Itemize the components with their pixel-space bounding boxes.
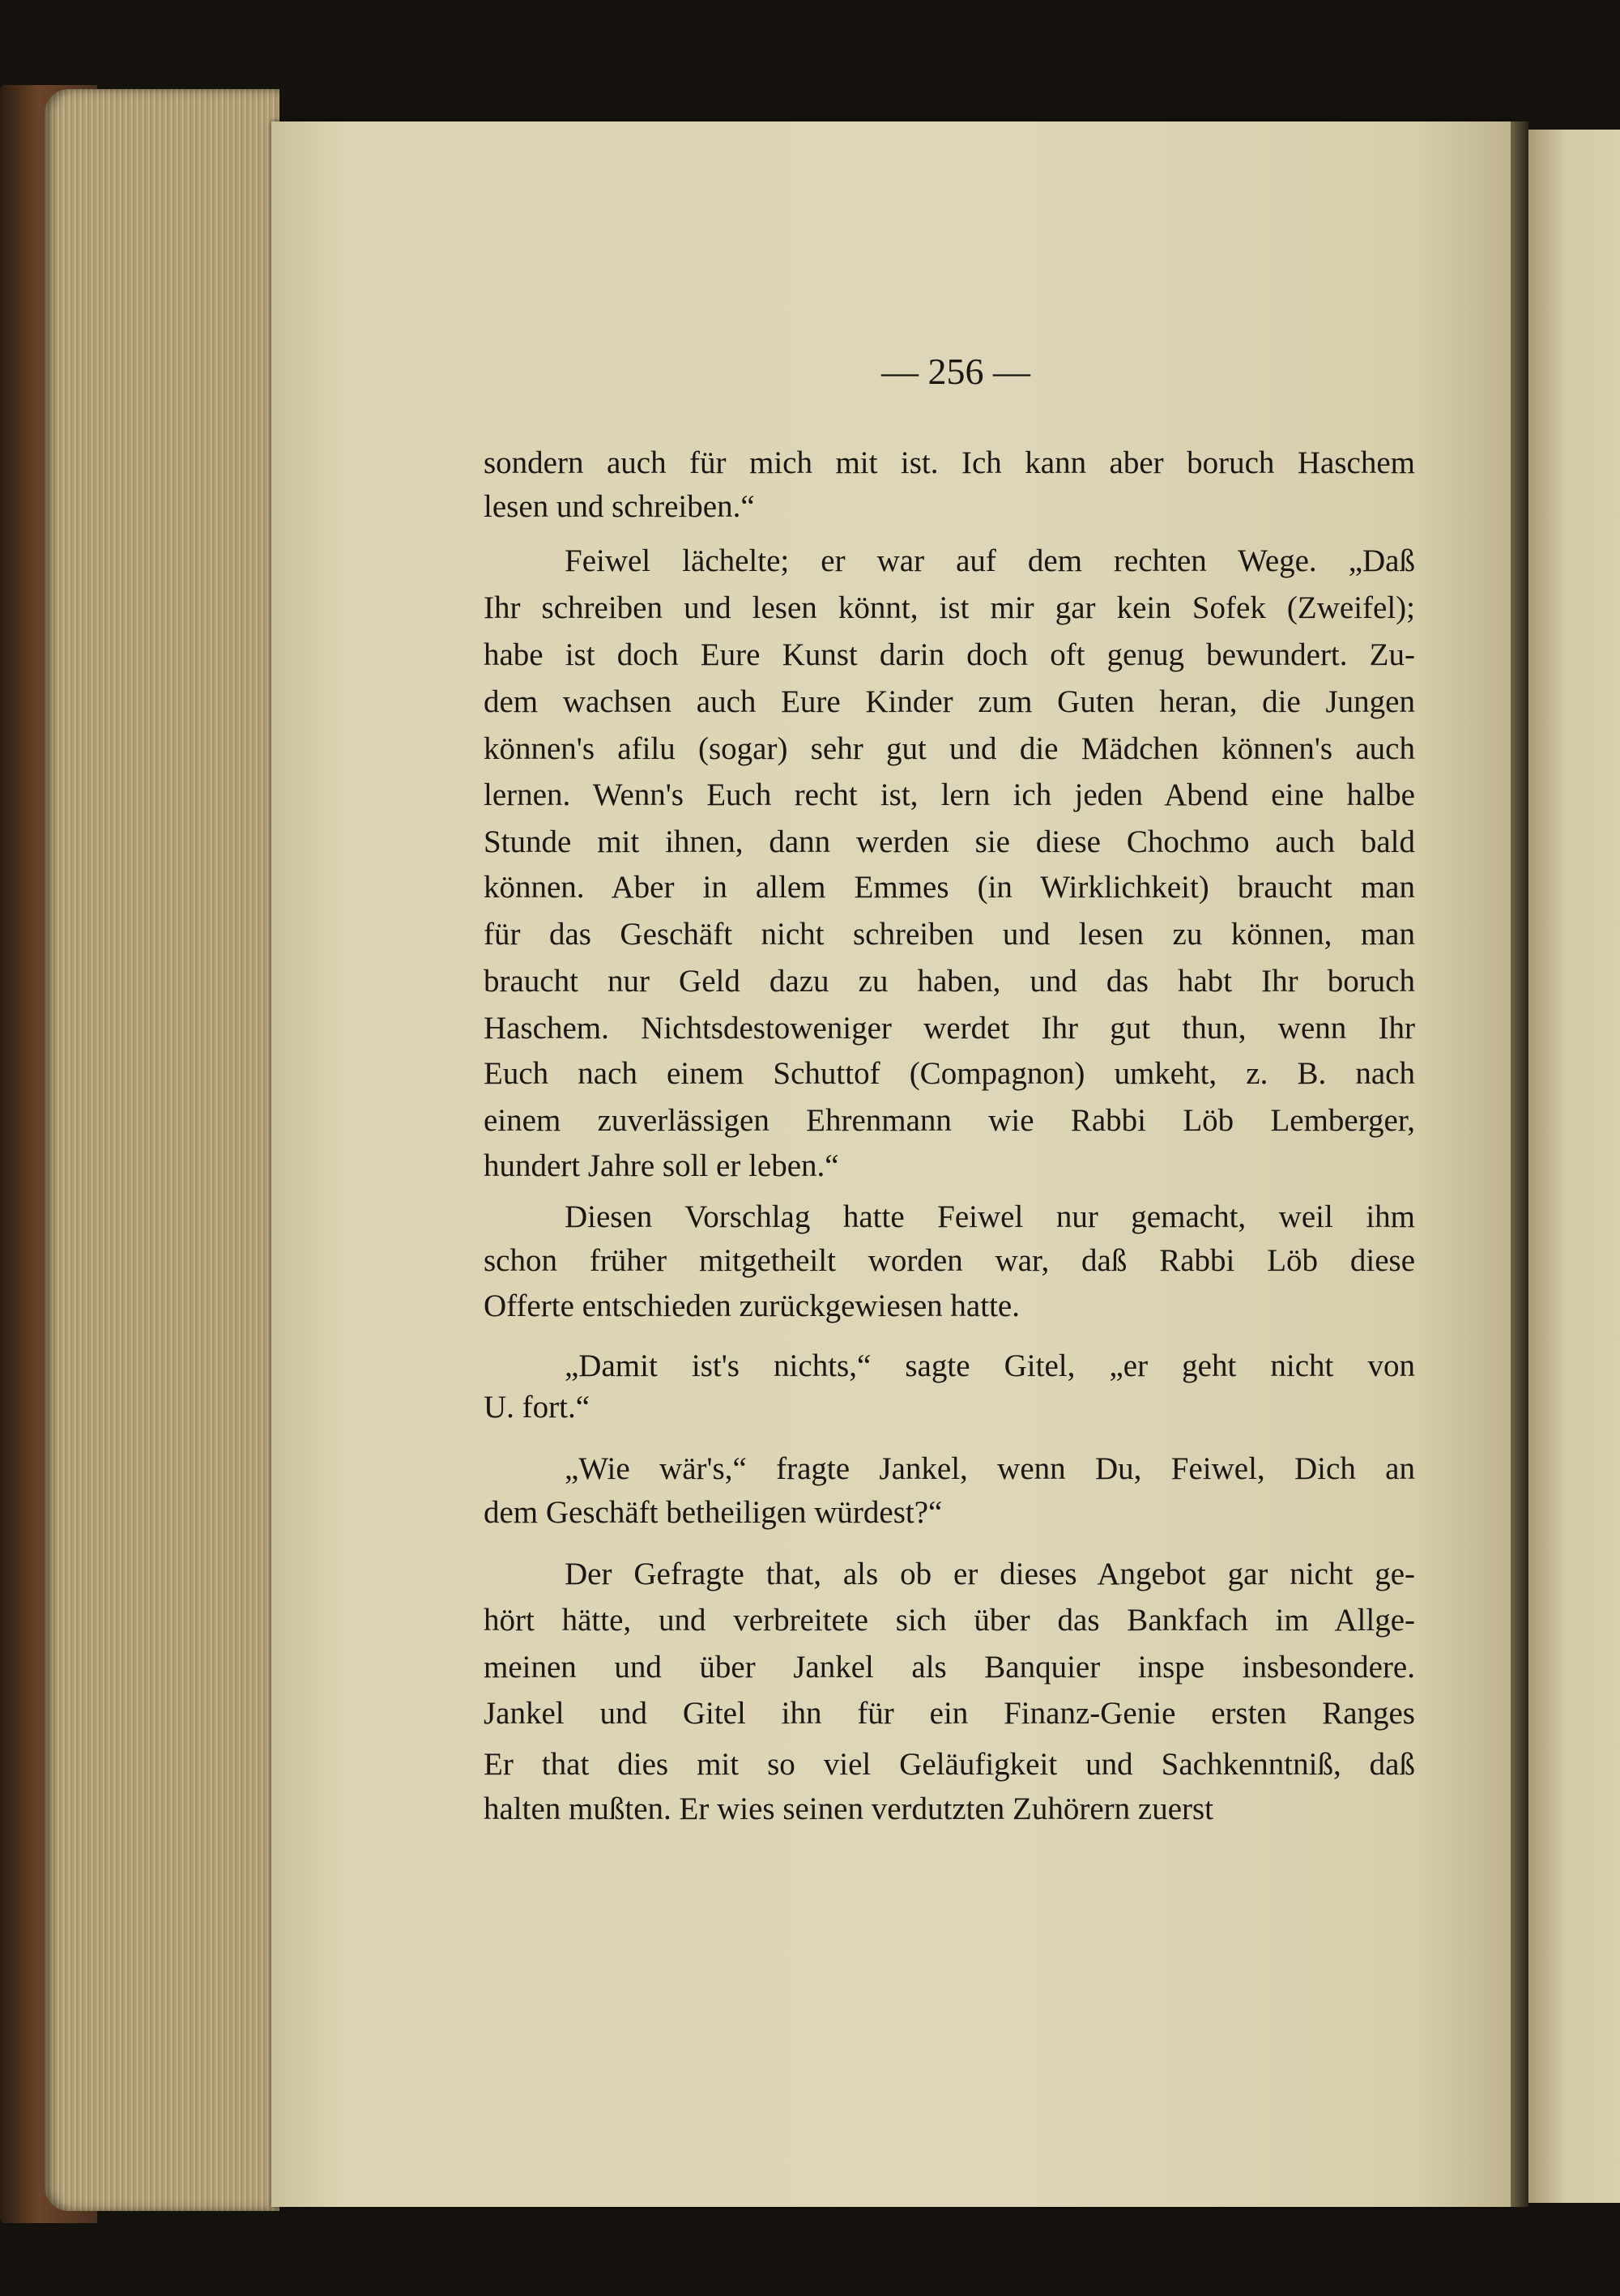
text-line: Der Gefragte that, als ob er dieses Angebot gar nicht ge- xyxy=(565,1557,1415,1591)
text-line: meinen und über Jankel als Banquier inspe insbesondere. xyxy=(484,1650,1415,1685)
text-line: hört hätte, und verbreitete sich über das Bankfach im Allge- xyxy=(484,1603,1415,1638)
text-line: Offerte entschieden zurückgewiesen hatte. xyxy=(484,1289,1020,1323)
book-gutter xyxy=(1511,121,1528,2207)
page-stack-edge xyxy=(45,89,279,2211)
text-line: „Wie wär's,“ fragte Jankel, wenn Du, Feiwel, Dich an xyxy=(565,1451,1415,1486)
text-line: lernen. Wenn's Euch recht ist, lern ich jeden Abend eine halbe xyxy=(484,777,1415,812)
text-line: dem Geschäft betheiligen würdest?“ xyxy=(484,1495,943,1530)
text-line: einem zuverlässigen Ehrenmann wie Rabbi Löb Lemberger, xyxy=(484,1103,1415,1138)
text-line: dem wachsen auch Eure Kinder zum Guten heran, die Jungen xyxy=(484,684,1415,719)
text-line: hundert Jahre soll er leben.“ xyxy=(484,1148,839,1183)
text-line: für das Geschäft nicht schreiben und lesen zu können, man xyxy=(484,917,1415,952)
text-line: sondern auch für mich mit ist. Ich kann aber boruch Haschem xyxy=(484,445,1415,480)
text-line: Er that dies mit so viel Geläufigkeit und Sachkenntniß, daß xyxy=(484,1747,1415,1782)
text-line: können's afilu (sogar) sehr gut und die Mädchen können's auch xyxy=(484,731,1415,766)
text-line: lesen und schreiben.“ xyxy=(484,489,755,524)
next-page-edge xyxy=(1528,130,1620,2203)
text-line: können. Aber in allem Emmes (in Wirklichkeit) braucht man xyxy=(484,870,1415,905)
text-line: U. fort.“ xyxy=(484,1390,590,1425)
text-line: halten mußten. Er wies seinen verdutzten Zuhörern zuerst xyxy=(484,1791,1214,1826)
text-line: „Damit ist's nichts,“ sagte Gitel, „er geht nicht von xyxy=(565,1348,1415,1383)
text-line: schon früher mitgetheilt worden war, daß Rabbi Löb diese xyxy=(484,1243,1415,1278)
text-line: habe ist doch Eure Kunst darin doch oft genug bewundert. Zu- xyxy=(484,637,1415,672)
text-line: Jankel und Gitel ihn für ein Finanz-Genie ersten Ranges xyxy=(484,1696,1415,1731)
text-line: Euch nach einem Schuttof (Compagnon) umkeht, z. B. nach xyxy=(484,1056,1415,1091)
text-line: Stunde mit ihnen, dann werden sie diese Chochmo auch bald xyxy=(484,824,1415,859)
text-line: Haschem. Nichtsdestoweniger werdet Ihr gut thun, wenn Ihr xyxy=(484,1011,1415,1046)
text-line: Diesen Vorschlag hatte Feiwel nur gemacht, weil ihm xyxy=(565,1199,1415,1234)
page-number: — 256 — xyxy=(881,351,1030,392)
text-line: braucht nur Geld dazu zu haben, und das habt Ihr boruch xyxy=(484,964,1415,999)
text-line: Feiwel lächelte; er war auf dem rechten Wege. „Daß xyxy=(565,543,1415,578)
text-line: Ihr schreiben und lesen könnt, ist mir gar kein Sofek (Zweifel); xyxy=(484,590,1415,625)
